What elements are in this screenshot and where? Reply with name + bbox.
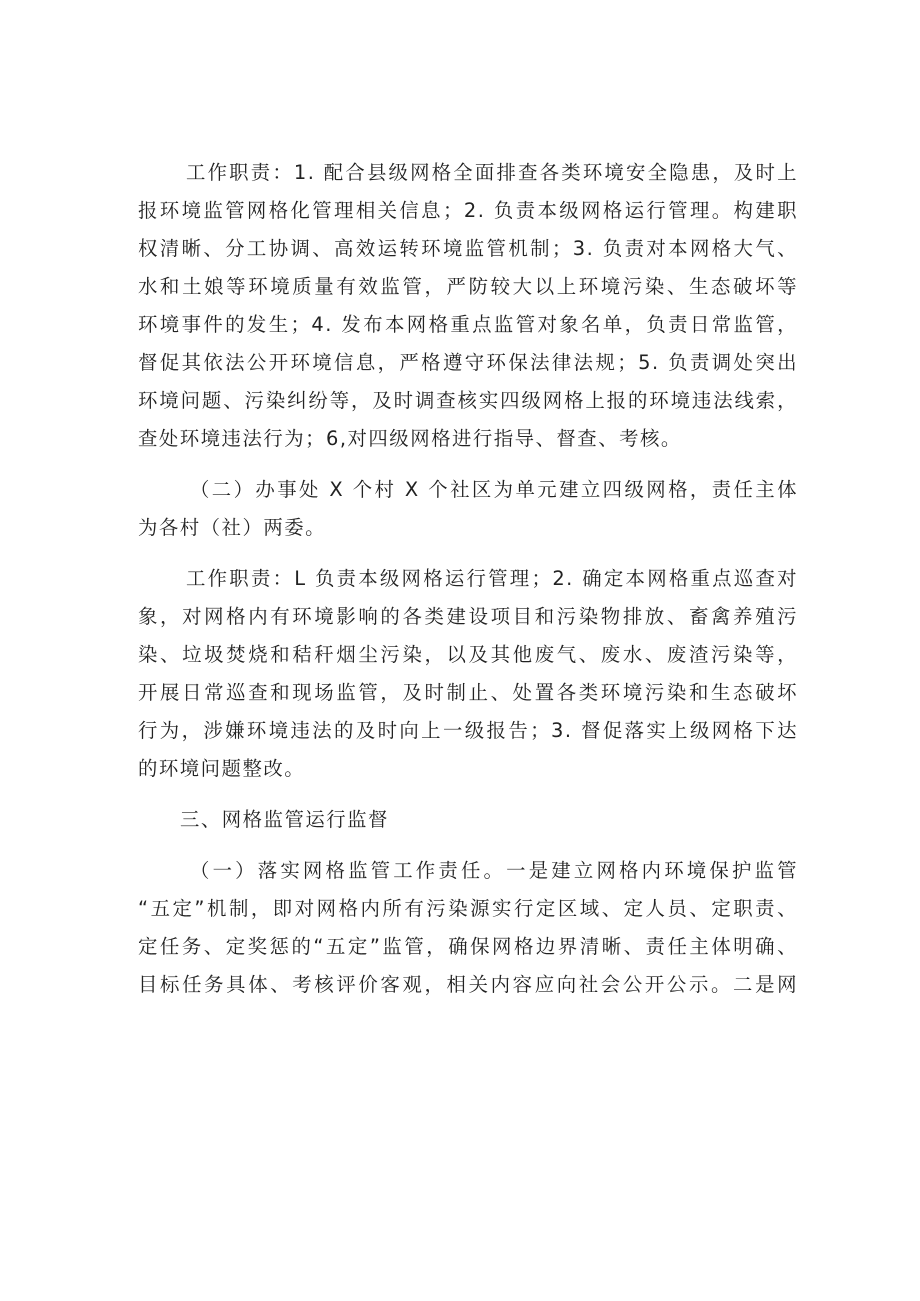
paragraph-line: 定任务、定奖惩的“五定”监管，确保网格边界清晰、责任主体明确、: [138, 935, 798, 958]
paragraph-line: 为各村（社）两委。: [138, 516, 327, 539]
paragraph-gap: [138, 788, 798, 801]
paragraph-gap: [138, 839, 798, 852]
paragraph-line: 环境事件的发生；4. 发布本网格重点监管对象名单，负责日常监管，: [138, 313, 798, 336]
paragraph-line: 开展日常巡查和现场监管，及时制止、处置各类环境污染和生态破坏: [138, 681, 798, 704]
paragraph-line: （二）办事处 X 个村 X 个社区为单元建立四级网格，责任主体: [190, 478, 798, 501]
paragraph-line: 工作职责：L 负责本级网格运行管理；2. 确定本网格重点巡查对: [186, 567, 798, 590]
paragraph-line: “五定”机制，即对网格内所有污染源实行定区域、定人员、定职责、: [138, 897, 798, 920]
paragraph-line: 水和土娘等环境质量有效监管，严防较大以上环境污染、生态破坏等: [138, 275, 798, 298]
paragraph-line: 行为，涉嫌环境违法的及时向上一级报告；3. 督促落实上级网格下达: [138, 719, 798, 742]
paragraph-line: 环境问题、污染纠纷等，及时调查核实四级网格上报的环境违法线索，: [138, 389, 798, 412]
paragraph-line: 的环境问题整改。: [138, 757, 306, 780]
section-heading: 三、网格监管运行监督: [180, 808, 389, 831]
paragraph-line: 染、垃圾焚烧和秸秆烟尘污染，以及其他废气、废水、废渣污染等，: [138, 643, 798, 666]
document-body: [138, 154, 798, 1004]
paragraph-line: 目标任务具体、考核评价客观，相关内容应向社会公开公示。二是网: [138, 973, 798, 996]
paragraph-line: （一）落实网格监管工作责任。一是建立网格内环境保护监管: [190, 859, 798, 882]
paragraph-line: 报环境监管网格化管理相关信息；2. 负责本级网格运行管理。构建职: [138, 199, 798, 222]
paragraph-line: 查处环境违法行为；6,对四级网格进行指导、督查、考核。: [138, 427, 682, 450]
paragraph-line: 权清晰、分工协调、高效运转环境监管机制；3. 负责对本网格大气、: [138, 237, 798, 260]
paragraph-gap: [138, 547, 798, 560]
paragraph-line: 工作职责：1. 配合县级网格全面排查各类环境安全隐患，及时上: [186, 161, 798, 184]
paragraph-gap: [138, 458, 798, 471]
paragraph-line: 督促其依法公开环境信息，严格遵守环保法律法规；5. 负责调处突出: [138, 351, 798, 374]
paragraph-line: 象，对网格内有环境影响的各类建设项目和污染物排放、畜禽养殖污: [138, 605, 798, 628]
